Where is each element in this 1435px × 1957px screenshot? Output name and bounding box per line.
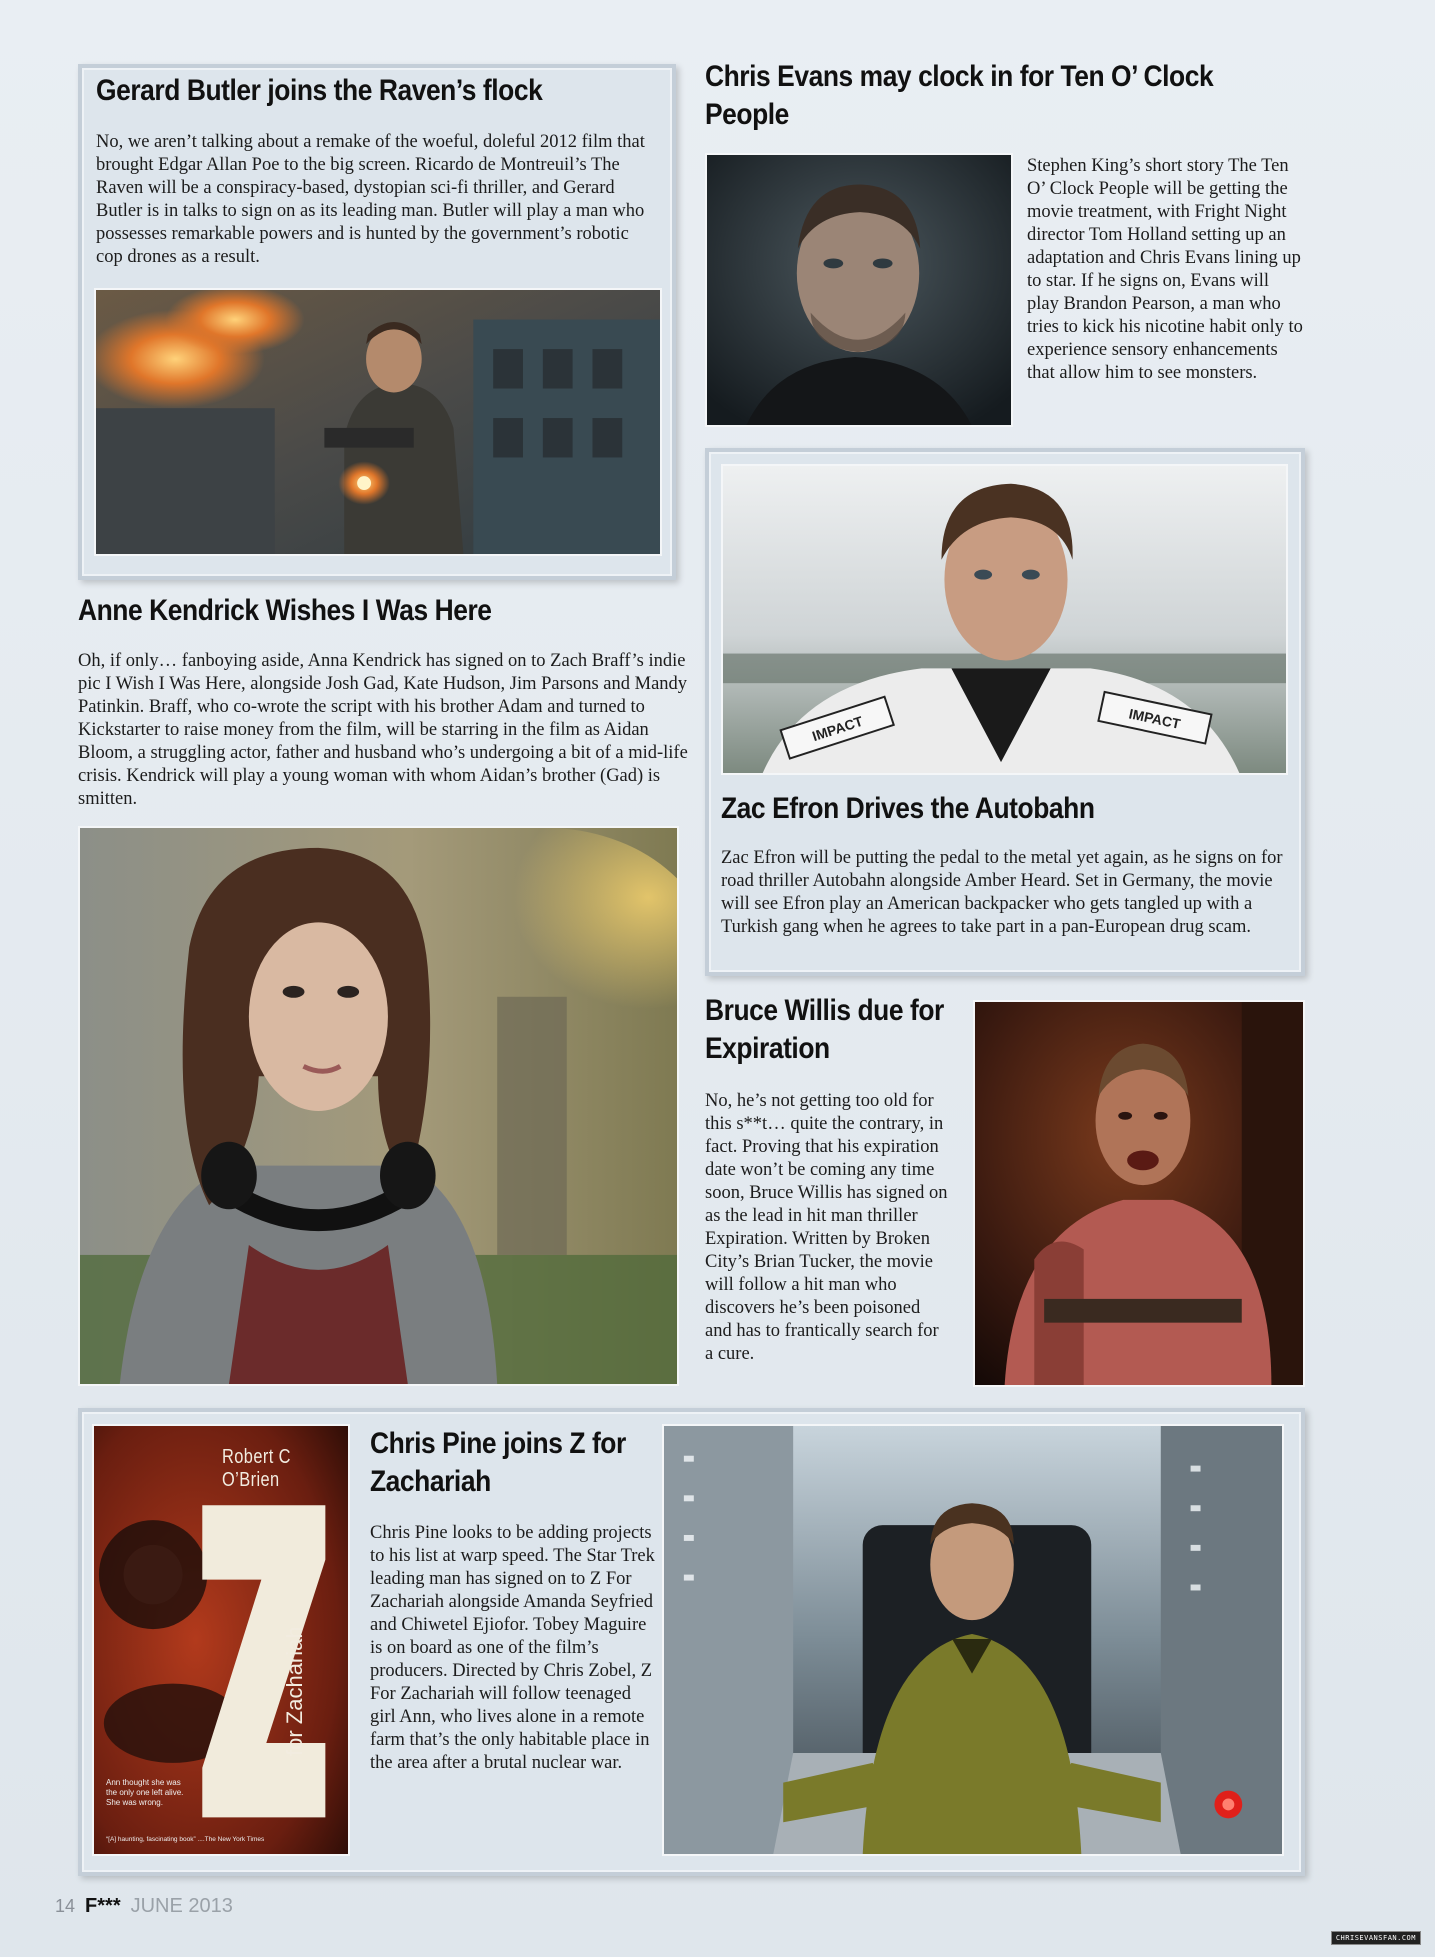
issue-date: JUNE 2013 — [130, 1895, 233, 1917]
photo-gerard-butler — [94, 288, 662, 556]
headline-kendrick: Anne Kendrick Wishes I Was Here — [78, 594, 492, 627]
suit-logo-left: IMPACT — [810, 712, 865, 745]
body-evans: Stephen King’s short story The Ten O’ Clock People will be getting the movie treatment, with Fright Night director Tom Holland setting up an adaptation and Chris Evans lining up to star. If he signs on, Evans will play Brandon Pearson, a man who tries to kick his nicotine habit only to experience sensory enhancements that allow him to see monsters. — [1027, 156, 1303, 383]
photo-chris-pine — [662, 1424, 1284, 1856]
body-kendrick: Oh, if only… fanboying aside, Anna Kendrick has signed on to Zach Braff’s indie pic I Wish I Was Here, alongside Josh Gad, Kate Hudson, Jim Parsons and Mandy Patinkin. Braff, who co-wrote the script with his brother Adam and turned to Kickstarter to raise money from the film, will be starring in the film as Aidan Bloom, a struggling actor, father and husband who’s undergoing a bit of a mid-life crisis. Kendrick will play a young woman with whom Aidan’s brother (Gad) is smitten. — [78, 651, 688, 809]
magazine-name: F*** — [85, 1895, 121, 1917]
photo-bruce-willis — [973, 1000, 1305, 1387]
book-author: Robert C O’Brien — [222, 1446, 291, 1491]
book-blurb-line1: Ann thought she was — [106, 1778, 181, 1787]
headline-efron: Zac Efron Drives the Autobahn — [721, 792, 1095, 825]
photo-chris-evans — [705, 153, 1013, 427]
body-willis: No, he’s not getting too old for this s**t… quite the contrary, in fact. Proving that his expiration date won’t be coming any time soon, Bruce Willis has signed on as the lead in hit man thriller Expiration. Written by Broken City’s Brian Tucker, the movie will follow a hit man who discovers he’s been poisoned and has to frantically search for a cure. — [705, 1091, 948, 1364]
book-subtitle: for Zachariah — [282, 1626, 307, 1756]
body-butler: No, we aren’t talking about a remake of the woeful, doleful 2012 film that brought Edgar Allan Poe to the big screen. Ricardo de Montreuil’s The Raven will be a conspiracy-based, dystopian sci-fi thriller, and Gerard Butler is in talks to sign on as its leading man. Butler will play a man who possesses remarkable powers and is hunted by the government’s robotic cop drones as a result. — [96, 132, 645, 267]
headline-pine-line1: Chris Pine joins Z for — [370, 1427, 626, 1460]
suit-logo-right: IMPACT — [1127, 705, 1182, 732]
book-letter — [94, 1426, 95, 1427]
photo-zac-efron — [721, 464, 1288, 775]
body-pine: Chris Pine looks to be adding projects to his list at warp speed. The Star Trek leading man has signed on to Z For Zachariah alongside Amanda Seyfried and Chiwetel Ejiofor. Tobey Maguire is on board as one of the film’s producers. Directed by Chris Zobel, Z For Zachariah will follow teenaged girl Ann, who lives alone in a remote farm that’s the only habitable place in the area after a brutal nuclear war. — [370, 1523, 655, 1773]
headline-butler: Gerard Butler joins the Raven’s flock — [96, 74, 543, 107]
headline-willis-line2: Expiration — [705, 1032, 830, 1065]
book-blurb-line3: She was wrong. — [106, 1798, 163, 1807]
headline-willis-line1: Bruce Willis due for — [705, 994, 944, 1027]
site-watermark: CHRISEVANSFAN.COM — [1331, 1931, 1421, 1945]
headline-evans-line1: Chris Evans may clock in for Ten O’ Clock — [705, 60, 1214, 93]
photo-anna-kendrick — [78, 826, 679, 1386]
book-blurb — [106, 1778, 226, 1808]
page-number: 14 — [55, 1896, 76, 1916]
page-footer — [55, 1895, 233, 1918]
book-quote: “[A] haunting, fascinating book” ....The New York Times — [106, 1836, 265, 1843]
book-blurb-line2: the only one left alive. — [106, 1788, 184, 1797]
headline-pine-line2: Zachariah — [370, 1465, 491, 1498]
book-cover-z-for-zachariah — [92, 1424, 350, 1856]
headline-evans-line2: People — [705, 98, 789, 131]
body-efron: Zac Efron will be putting the pedal to the metal yet again, as he signs on for road thriller Autobahn alongside Amber Heard. Set in Germany, the movie will see Efron play an American backpacker who gets tangled up with a Turkish gang when he agrees to take part in a pan-European drug scam. — [721, 848, 1283, 937]
